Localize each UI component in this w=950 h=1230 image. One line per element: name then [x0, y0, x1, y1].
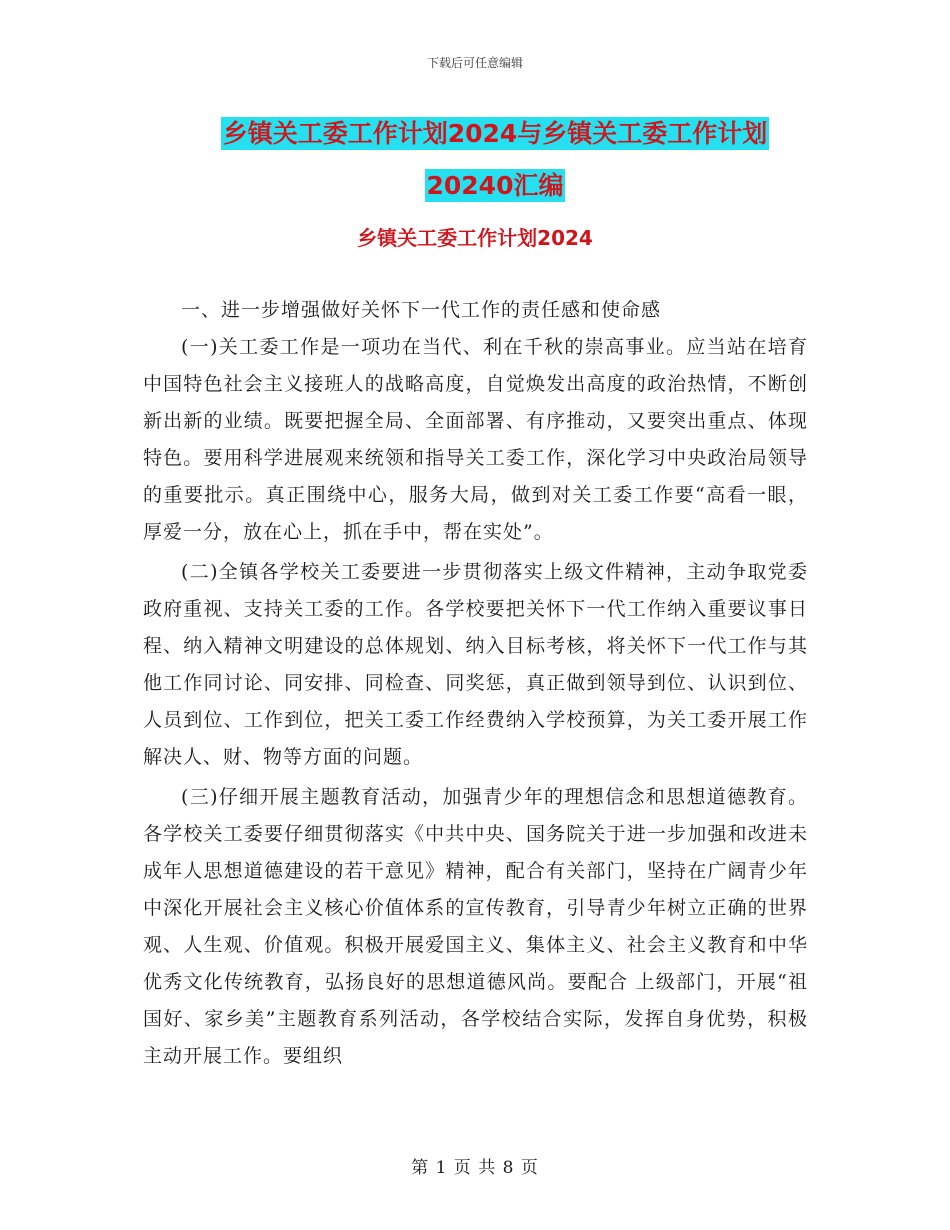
paragraph: (一)关工委工作是一项功在当代、利在千秋的崇高事业。应当站在培育中国特色社会主义接班人的战略高度，自觉焕发出高度的政治热情，不断创新出新的业绩。既要把握全局、全面部署、有序推动，又要突出重点、体现特色。要用科学进展观来统领和指导关工委工作，深化学习中央政治局领导的重要批示。真正围绕中心，服务大局，做到对关工委工作要“高看一眼，厚爱一分，放在心上，抓在手中，帮在实处”。: [143, 336, 808, 543]
document-body: [143, 292, 808, 1075]
page-footer: 第 1 页 共 8 页: [411, 1158, 539, 1178]
document-title: [140, 108, 850, 212]
document-title-line-2: 20240汇编: [426, 171, 564, 200]
paragraph: (二)全镇各学校关工委要进一步贯彻落实上级文件精神，主动争取党委政府重视、支持关工委的工作。各学校要把关怀下一代工作纳入重要议事日程、纳入精神文明建设的总体规划、纳入目标考核，将关怀下一代工作与其他工作同讨论、同安排、同检查、同奖惩，真正做到领导到位、认识到位、人员到位、工作到位，把关工委工作经费纳入学校预算，为关工委开展工作解决人、财、物等方面的问题。: [143, 561, 808, 768]
section-title: 乡镇关工委工作计划2024: [357, 226, 593, 250]
paragraph-heading-1: 一、进一步增强做好关怀下一代工作的责任感和使命感: [181, 299, 662, 321]
paragraph: (三)仔细开展主题教育活动，加强青少年的理想信念和思想道德教育。各学校关工委要仔细贯彻落实《中共中央、国务院关于进一步加强和改进未成年人思想道德建设的若干意见》精神，配合有关部门，坚持在广阔青少年中深化开展社会主义核心价值体系的宣传教育，引导青少年树立正确的世界观、人生观、价值观。积极开展爱国主义、集体主义、社会主义教育和中华优秀文化传统教育，弘扬良好的思想道德风尚。要配合 上级部门，开展“祖国好、家乡美”主题教育系列活动，各学校结合实际，发挥自身优势，积极主动开展工作。要组织: [143, 786, 808, 1067]
document-title-line-1: 乡镇关工委工作计划2024与乡镇关工委工作计划: [222, 119, 768, 148]
page-header-note: 下载后可任意编辑: [426, 56, 523, 70]
